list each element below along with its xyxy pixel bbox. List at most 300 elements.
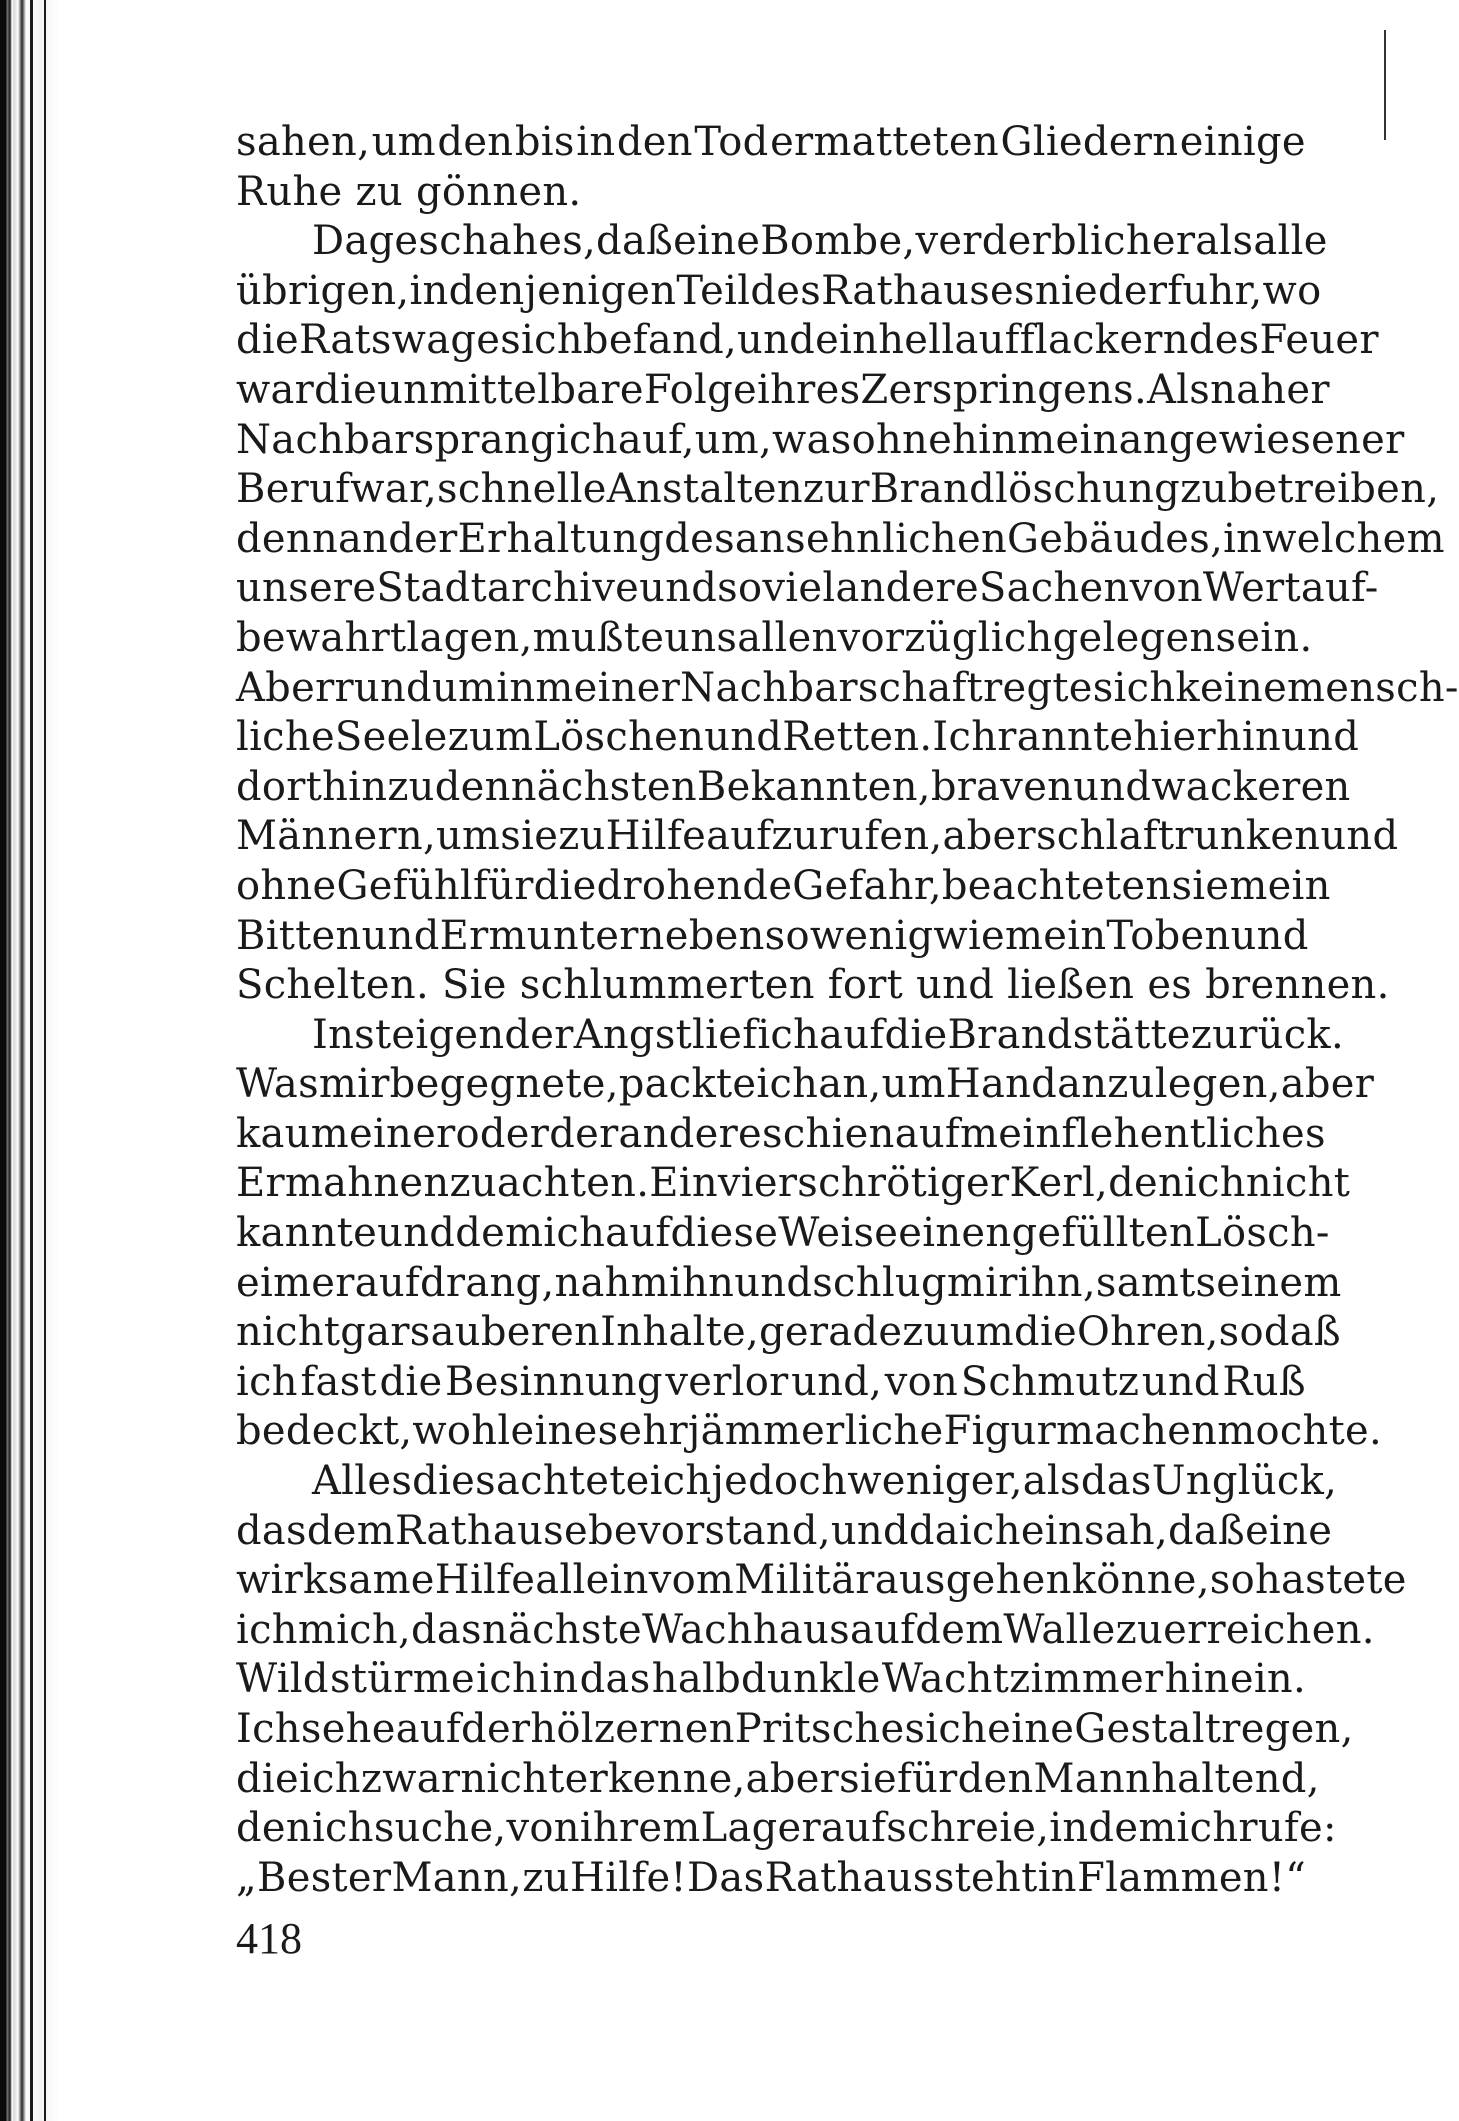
word: erkenne, bbox=[564, 1755, 746, 1802]
word: Ermuntern bbox=[439, 912, 665, 959]
word: die bbox=[236, 317, 299, 364]
word: als bbox=[1195, 218, 1254, 265]
word: Beruf bbox=[236, 466, 351, 513]
word: und, bbox=[791, 1358, 883, 1405]
word: und bbox=[1073, 763, 1152, 810]
word: ich bbox=[311, 1805, 374, 1852]
text-line bbox=[236, 564, 1379, 614]
text-line bbox=[236, 1259, 1342, 1309]
word: Lösch- bbox=[1195, 1210, 1330, 1257]
word: nicht bbox=[460, 1755, 565, 1802]
text-line bbox=[236, 1655, 1306, 1705]
text-line bbox=[236, 515, 1445, 565]
word: gar bbox=[340, 1309, 410, 1356]
word: auf- bbox=[1300, 565, 1379, 612]
text-line bbox=[236, 664, 1459, 714]
word: zur bbox=[802, 466, 870, 513]
word: wie bbox=[933, 912, 1006, 959]
word: das bbox=[1080, 1458, 1152, 1505]
word: aber bbox=[745, 1755, 840, 1802]
word: Was bbox=[236, 1061, 319, 1108]
word: zu bbox=[522, 1854, 570, 1901]
word: ich bbox=[1184, 1160, 1246, 1207]
word: um bbox=[371, 119, 436, 165]
word: mein bbox=[1017, 416, 1119, 463]
text-line bbox=[236, 366, 1330, 416]
word: dem bbox=[455, 1210, 544, 1257]
word: keine bbox=[1175, 664, 1288, 711]
word: kaum bbox=[236, 1110, 349, 1157]
text-line bbox=[236, 1358, 1306, 1408]
page-number: 418 bbox=[236, 1914, 302, 1963]
word: Folge bbox=[643, 366, 758, 413]
word: aber bbox=[1280, 1061, 1375, 1108]
word: schnelle bbox=[437, 466, 607, 513]
word: halbdunkle bbox=[651, 1656, 881, 1703]
word: achtete bbox=[495, 1458, 650, 1505]
word: schien bbox=[762, 1110, 895, 1157]
word: steigender bbox=[354, 1011, 574, 1058]
text-line bbox=[236, 912, 1309, 962]
word: eine bbox=[987, 1706, 1075, 1752]
word: niederfuhr, bbox=[1034, 267, 1263, 314]
word: ich bbox=[236, 1358, 298, 1405]
text-line bbox=[236, 118, 1306, 168]
word: den bbox=[957, 1755, 1034, 1802]
word: Seele bbox=[334, 714, 448, 761]
word: und bbox=[639, 565, 718, 612]
word: kannte bbox=[236, 1210, 378, 1257]
word: Löschen bbox=[533, 714, 705, 761]
word: hölzernen bbox=[530, 1706, 735, 1752]
word: zu bbox=[1180, 466, 1228, 513]
word: soviel bbox=[717, 565, 836, 612]
text-line bbox=[236, 1308, 1341, 1358]
word: zu bbox=[449, 1160, 497, 1207]
word: rannte bbox=[997, 714, 1134, 761]
word: den bbox=[437, 119, 514, 165]
word: achten. bbox=[496, 1160, 650, 1207]
word: Inhalte, bbox=[600, 1309, 759, 1356]
word: ich bbox=[298, 1755, 361, 1802]
word: und bbox=[734, 1259, 813, 1306]
word: eine bbox=[1245, 1507, 1333, 1554]
word: nicht bbox=[1245, 1160, 1351, 1207]
word: oder bbox=[455, 1110, 550, 1157]
word: andere bbox=[618, 1110, 762, 1157]
word: ich bbox=[476, 1656, 539, 1703]
text-line bbox=[236, 1556, 1407, 1606]
word: haltend, bbox=[1151, 1755, 1320, 1802]
word: gelegen bbox=[1052, 614, 1216, 661]
text-line bbox=[236, 1159, 1351, 1209]
word: und bbox=[830, 1507, 909, 1554]
word: wohl bbox=[412, 1408, 511, 1455]
word: Erhaltung bbox=[457, 515, 665, 562]
word: und bbox=[1230, 912, 1309, 959]
word: Als bbox=[1146, 366, 1211, 413]
word: Besinnung bbox=[445, 1358, 663, 1405]
word: weniger, bbox=[847, 1458, 1023, 1505]
word: Gebäudes, bbox=[1007, 515, 1224, 562]
word: bewahrt bbox=[236, 614, 407, 661]
text-line bbox=[236, 1011, 1344, 1061]
word: ich bbox=[236, 1606, 298, 1653]
word: Gefahr, bbox=[792, 862, 942, 909]
word: sauberen bbox=[409, 1309, 601, 1356]
word: einsah, bbox=[1020, 1507, 1168, 1554]
edge-mark bbox=[1384, 30, 1386, 140]
word: packte bbox=[618, 1061, 757, 1108]
word: befand, bbox=[582, 317, 738, 364]
word: vorzüglich bbox=[837, 614, 1053, 661]
word: schlaftrunken bbox=[1035, 813, 1321, 860]
word: könne, bbox=[1071, 1557, 1210, 1604]
word: Rathaus bbox=[764, 1854, 934, 1901]
word: sprang bbox=[413, 416, 556, 463]
word: um bbox=[881, 1061, 946, 1108]
word: ihres bbox=[757, 366, 861, 413]
word: wo bbox=[1262, 267, 1322, 314]
word: Feuer bbox=[1259, 317, 1379, 364]
word: Gefühl bbox=[336, 862, 474, 909]
word: naher bbox=[1210, 366, 1330, 413]
text-line bbox=[236, 614, 1313, 664]
word: sie bbox=[500, 813, 559, 860]
text-line bbox=[236, 1606, 1375, 1656]
word: um bbox=[436, 813, 501, 860]
word: die bbox=[1014, 1309, 1078, 1356]
word: Gliedern bbox=[1000, 119, 1179, 165]
word: so bbox=[1218, 1309, 1264, 1356]
word: ich bbox=[757, 1011, 820, 1058]
word: aufschreie, bbox=[820, 1805, 1050, 1852]
word: von bbox=[1129, 565, 1203, 612]
word: auf bbox=[395, 1706, 462, 1752]
word: jedoch bbox=[711, 1458, 848, 1505]
word: In bbox=[312, 1011, 355, 1058]
word: Unglück, bbox=[1151, 1458, 1338, 1505]
word: eine bbox=[510, 1408, 598, 1455]
word: Nachbar bbox=[236, 416, 414, 463]
word: auf bbox=[849, 1606, 916, 1653]
word: Zerspringens. bbox=[860, 366, 1147, 413]
word: denjenigen bbox=[448, 267, 677, 314]
word: Da bbox=[312, 218, 369, 265]
word: daß bbox=[596, 218, 674, 265]
word: zwar bbox=[360, 1755, 461, 1802]
word: Wachhaus bbox=[642, 1606, 850, 1653]
word: Militär bbox=[734, 1557, 875, 1604]
word: liche bbox=[236, 714, 335, 761]
word: Hilfe bbox=[605, 813, 707, 860]
word: ebensowenig bbox=[664, 912, 934, 959]
word: Tod bbox=[694, 119, 769, 165]
word: das bbox=[579, 1656, 651, 1703]
text-line bbox=[236, 1407, 1382, 1457]
word: alle bbox=[1253, 218, 1328, 265]
word: aber bbox=[942, 813, 1036, 860]
text-line bbox=[236, 267, 1322, 317]
word: Figur bbox=[943, 1408, 1057, 1455]
word: hellaufflackerndes bbox=[878, 317, 1260, 364]
word: Ruß bbox=[1222, 1358, 1306, 1405]
word: Bombe, bbox=[760, 218, 916, 265]
word: unsere bbox=[236, 565, 377, 612]
word: war bbox=[236, 366, 315, 413]
word: mir bbox=[946, 1259, 1018, 1306]
word: auf bbox=[819, 1011, 885, 1058]
word: Angst bbox=[573, 1011, 693, 1058]
word: nicht bbox=[236, 1309, 341, 1356]
word: das bbox=[236, 1507, 307, 1554]
word: hinein. bbox=[1164, 1656, 1306, 1703]
word: zum bbox=[447, 714, 534, 761]
word: als bbox=[1022, 1458, 1081, 1505]
word: ohne bbox=[236, 862, 337, 909]
word: in bbox=[409, 267, 449, 314]
word: ermatteten bbox=[770, 119, 999, 165]
word: von bbox=[506, 1805, 580, 1852]
word: Das bbox=[687, 1854, 765, 1901]
word: und bbox=[737, 317, 816, 364]
word: Rathause bbox=[395, 1507, 588, 1554]
word: Weise bbox=[778, 1210, 899, 1257]
word: Walle bbox=[1003, 1606, 1116, 1653]
word: an, bbox=[818, 1061, 882, 1108]
word: zurück. bbox=[1190, 1011, 1344, 1058]
word: auf bbox=[894, 1110, 961, 1157]
text-line bbox=[236, 1854, 1306, 1904]
word: ohnehin bbox=[851, 416, 1018, 463]
word: mein bbox=[1229, 862, 1331, 909]
text-line bbox=[236, 763, 1351, 813]
word: welchem bbox=[1262, 515, 1445, 562]
word: und bbox=[704, 714, 783, 761]
word: steht bbox=[933, 1854, 1038, 1901]
word: auf bbox=[605, 1210, 671, 1257]
word: sein. bbox=[1215, 614, 1313, 661]
word: den bbox=[236, 1805, 312, 1852]
text-line bbox=[236, 1209, 1330, 1259]
word: Bekannten, bbox=[696, 763, 931, 810]
word: beachteten bbox=[941, 862, 1172, 909]
word: ihn bbox=[668, 1259, 735, 1306]
word: ein bbox=[815, 317, 879, 364]
word: aufdrang, bbox=[354, 1259, 555, 1306]
word: indem bbox=[1049, 1805, 1177, 1852]
text-line: Schelten. Sie schlummerten fort und ließen es brennen. bbox=[236, 962, 1390, 1009]
word: der bbox=[461, 1706, 531, 1752]
word: aufzurufen, bbox=[706, 813, 943, 860]
gutter-line bbox=[30, 0, 33, 2121]
word: Anstalten bbox=[606, 466, 803, 513]
word: und bbox=[1281, 714, 1360, 761]
word: ich bbox=[649, 1458, 712, 1505]
word: sehe bbox=[300, 1706, 396, 1752]
word: Alles bbox=[312, 1458, 413, 1505]
word: sehr bbox=[597, 1408, 688, 1455]
word: sich bbox=[1092, 664, 1176, 711]
word: Sachen bbox=[978, 565, 1130, 612]
word: da bbox=[908, 1507, 959, 1554]
word: Hilfe bbox=[434, 1557, 536, 1604]
word: um, bbox=[694, 416, 773, 463]
word: Retten. bbox=[782, 714, 933, 761]
word: Ein bbox=[649, 1160, 718, 1207]
word: Hand bbox=[945, 1061, 1058, 1108]
word: suche, bbox=[373, 1805, 507, 1852]
word: sich bbox=[500, 317, 583, 364]
word: und bbox=[377, 1210, 456, 1257]
word: dies bbox=[412, 1458, 496, 1505]
word: Ohren, bbox=[1077, 1309, 1219, 1356]
gutter-line bbox=[44, 0, 46, 2121]
word: allen bbox=[737, 614, 838, 661]
word: der bbox=[549, 1110, 619, 1157]
word: hastete bbox=[1254, 1557, 1407, 1604]
word: mich, bbox=[297, 1606, 411, 1653]
word: und bbox=[1320, 813, 1399, 860]
word: einen bbox=[898, 1210, 1012, 1257]
word: diese bbox=[670, 1210, 779, 1257]
word: Gestalt bbox=[1074, 1706, 1222, 1752]
word: wackeren bbox=[1151, 763, 1351, 810]
word: ansehnlichen bbox=[734, 515, 1008, 562]
word: war, bbox=[350, 466, 437, 513]
word: verlor bbox=[665, 1358, 789, 1405]
word: „Bester bbox=[236, 1854, 392, 1901]
word: ich bbox=[1176, 1805, 1239, 1852]
word: braven bbox=[930, 763, 1074, 810]
word: die bbox=[314, 366, 378, 413]
word: lagen, bbox=[406, 614, 533, 661]
text-line bbox=[236, 1804, 1337, 1854]
word: des bbox=[750, 267, 822, 314]
word: in bbox=[1037, 1854, 1077, 1901]
text-line bbox=[236, 416, 1405, 466]
word: jämmerliche bbox=[687, 1408, 944, 1455]
word: was bbox=[772, 416, 852, 463]
word: eimer bbox=[236, 1259, 355, 1306]
word: bevorstand, bbox=[587, 1507, 831, 1554]
word: Teil bbox=[676, 267, 751, 314]
word: Mann bbox=[1033, 1755, 1152, 1802]
word: nächsten bbox=[510, 763, 697, 810]
word: rundum bbox=[334, 664, 497, 711]
word: Ratswage bbox=[298, 317, 501, 364]
word: schlug bbox=[812, 1259, 947, 1306]
word: übrigen, bbox=[236, 267, 410, 314]
word: in bbox=[576, 119, 616, 165]
word: mir bbox=[318, 1061, 390, 1108]
text-line bbox=[236, 316, 1379, 366]
word: regen, bbox=[1221, 1706, 1354, 1752]
word: mein bbox=[1005, 912, 1107, 959]
word: Flammen!“ bbox=[1077, 1854, 1306, 1901]
text-line bbox=[236, 217, 1328, 267]
word: einige bbox=[1179, 119, 1306, 165]
word: ich bbox=[756, 1061, 819, 1108]
word: angewiesener bbox=[1118, 416, 1405, 463]
word: in bbox=[539, 1656, 579, 1703]
word: Schmutz bbox=[960, 1358, 1140, 1405]
word: Wert bbox=[1202, 565, 1301, 612]
word: samt bbox=[1095, 1259, 1196, 1306]
word: Nachbarschaft bbox=[680, 664, 984, 711]
word: und bbox=[1141, 1358, 1220, 1405]
word: wirksame bbox=[236, 1557, 435, 1604]
text-line bbox=[236, 1755, 1320, 1805]
word: Wachtzimmer bbox=[881, 1656, 1164, 1703]
word: sich bbox=[904, 1706, 988, 1752]
word: fast bbox=[300, 1358, 377, 1405]
word: geschah bbox=[368, 218, 539, 265]
word: mochte. bbox=[1217, 1408, 1382, 1455]
word: einer bbox=[348, 1110, 456, 1157]
word: Rathauses bbox=[821, 267, 1035, 314]
text-line bbox=[236, 862, 1331, 912]
word: sie bbox=[839, 1755, 897, 1802]
word: Brandlöschung bbox=[869, 466, 1181, 513]
word: in bbox=[496, 664, 536, 711]
word: ich bbox=[543, 1210, 606, 1257]
word: unmittelbare bbox=[377, 366, 644, 413]
word: nahm bbox=[554, 1259, 669, 1306]
word: des bbox=[664, 515, 735, 562]
text-line bbox=[236, 1457, 1338, 1507]
word: für bbox=[897, 1755, 958, 1802]
word: für bbox=[473, 862, 534, 909]
word: ihn, bbox=[1017, 1259, 1096, 1306]
word: Toben bbox=[1106, 912, 1231, 959]
word: ausgehen bbox=[874, 1557, 1072, 1604]
word: vom bbox=[648, 1557, 735, 1604]
word: die bbox=[379, 1358, 443, 1405]
word: seinem bbox=[1195, 1259, 1342, 1306]
word: geradezu bbox=[758, 1309, 950, 1356]
word: drohende bbox=[596, 862, 793, 909]
word: eine bbox=[673, 218, 761, 265]
word: allein bbox=[535, 1557, 649, 1604]
word: Pritsche bbox=[734, 1706, 905, 1752]
word: machen bbox=[1056, 1408, 1218, 1455]
word: rufe: bbox=[1238, 1805, 1337, 1852]
word: sahen, bbox=[236, 119, 371, 165]
word: um bbox=[949, 1309, 1015, 1356]
word: der bbox=[388, 515, 458, 562]
word: ihrem bbox=[579, 1805, 701, 1852]
text-line bbox=[236, 465, 1440, 515]
word: vierschrötiger bbox=[717, 1160, 1010, 1207]
word: von bbox=[884, 1358, 959, 1405]
word: die bbox=[236, 1755, 299, 1802]
word: den bbox=[1108, 1160, 1185, 1207]
word: Brandstätte bbox=[947, 1011, 1191, 1058]
word: Männern, bbox=[236, 813, 436, 860]
word: Ich bbox=[932, 714, 998, 761]
word: die bbox=[884, 1011, 948, 1058]
word: hierhin bbox=[1133, 714, 1282, 761]
word: regte bbox=[983, 664, 1093, 711]
word: und bbox=[361, 912, 440, 959]
text-line bbox=[236, 812, 1399, 862]
word: zu bbox=[558, 813, 606, 860]
text-line bbox=[236, 1060, 1375, 1110]
word: mußte bbox=[532, 614, 665, 661]
word: den bbox=[434, 763, 511, 810]
text-line bbox=[236, 1705, 1354, 1755]
